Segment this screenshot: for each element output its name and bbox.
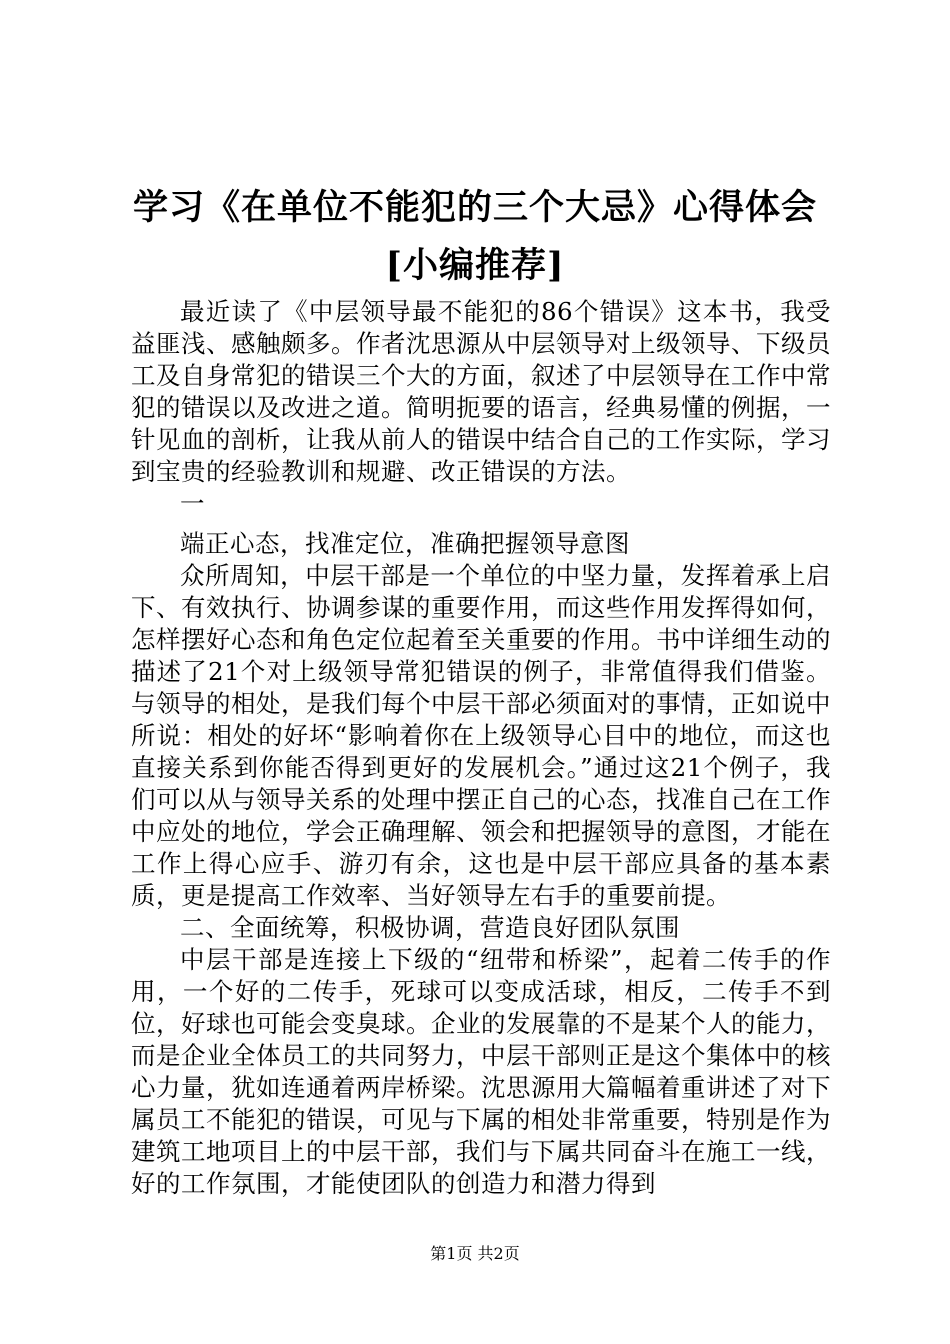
section-heading-one: 端正心态，找准定位，准确把握领导意图 (180, 529, 630, 558)
document-body (131, 296, 831, 1200)
paragraph-intro: 最近读了《中层领导最不能犯的86个错误》这本书，我受益匪浅、感触颇多。作者沈思源从中层领导对上级领导、下级员工及自身常犯的错误三个大的方面，叙述了中层领导在工作中常犯的错误以及改进之道。简明扼要的语言，经典易懂的例据，一针见血的剖析，让我从前人的错误中结合自己的工作实际，学习到宝贵的经验教训和规避、改正错误的方法。 (131, 297, 831, 486)
paragraph-section-one: 众所周知，中层干部是一个单位的中坚力量，发挥着承上启下、有效执行、协调参谋的重要作用，而这些作用发挥得如何，怎样摆好心态和角色定位起着至关重要的作用。书中详细生动的描述了21个对上级领导常犯错误的例子，非常值得我们借鉴。与领导的相处，是我们每个中层干部必须面对的事情，正如说中所说：相处的好坏“影响着你在上级领导心目中的地位，而这也直接关系到你能否得到更好的发展机会。”通过这21个例子，我们可以从与领导关系的处理中摆正自己的心态，找准自己在工作中应处的地位，学会正确理解、领会和把握领导的意图，才能在工作上得心应手、游刃有余，这也是中层干部应具备的基本素质，更是提高工作效率、当好领导左右手的重要前提。 (131, 561, 831, 910)
section-heading-two: 二、全面统筹，积极协调，营造良好团队氛围 (180, 913, 680, 942)
page-footer: 第1页 共2页 (430, 1244, 520, 1263)
paragraph-section-two: 中层干部是连接上下级的“纽带和桥梁”，起着二传手的作用，一个好的二传手，死球可以变成活球，相反，二传手不到位，好球也可能会变臭球。企业的发展靠的不是某个人的能力，而是企业全体员工的共同努力，中层干部则正是这个集体中的核心力量，犹如连通着两岸桥梁。沈思源用大篇幅着重讲述了对下属员工不能犯的错误，可见与下属的相处非常重要，特别是作为建筑工地项目上的中层干部，我们与下属共同奋斗在施工一线，好的工作氛围，才能使团队的创造力和潜力得到 (131, 945, 831, 1198)
document-subtitle: [小编推荐] (385, 245, 565, 286)
section-number-one: 一 (180, 489, 205, 518)
document-title: 学习《在单位不能犯的三个大忌》心得体会 (132, 187, 817, 228)
